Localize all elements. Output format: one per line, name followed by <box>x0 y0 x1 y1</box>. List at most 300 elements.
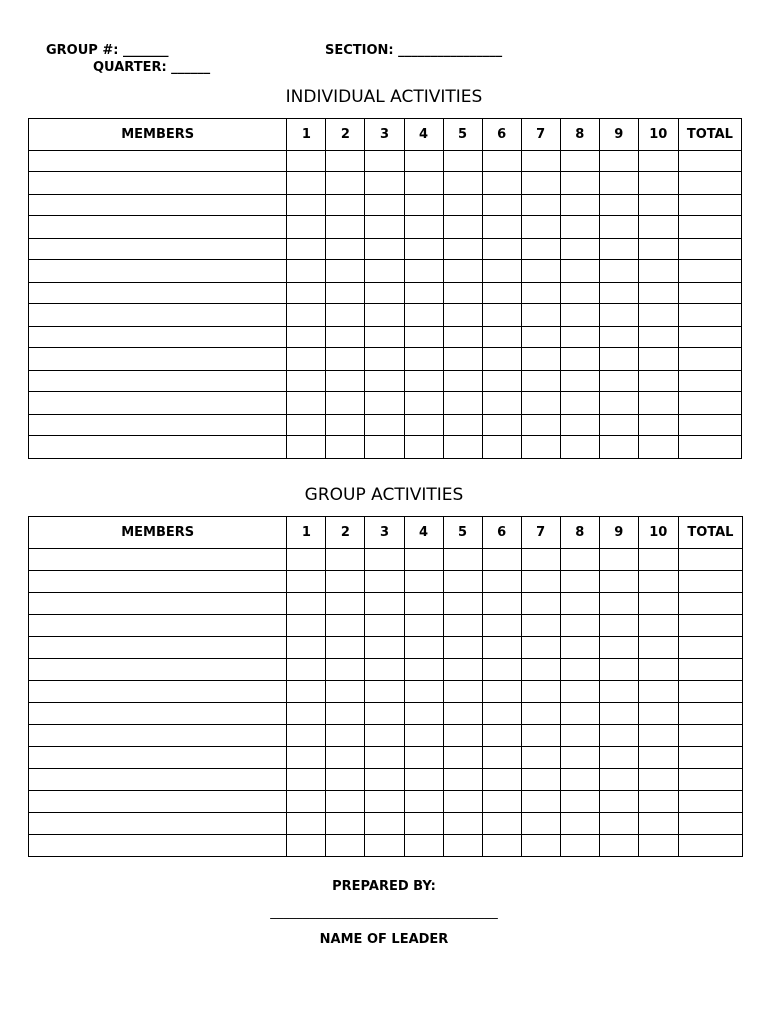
member-name-cell[interactable] <box>29 769 287 791</box>
score-cell[interactable] <box>326 725 365 747</box>
score-cell[interactable] <box>287 348 326 371</box>
score-cell[interactable] <box>521 813 560 835</box>
score-cell[interactable] <box>287 260 326 283</box>
score-cell[interactable] <box>560 549 599 571</box>
score-cell[interactable] <box>560 725 599 747</box>
score-cell[interactable] <box>287 637 326 659</box>
score-cell[interactable] <box>287 725 326 747</box>
score-cell[interactable] <box>560 327 599 348</box>
score-cell[interactable] <box>326 615 365 637</box>
score-cell[interactable] <box>482 195 521 216</box>
score-cell[interactable] <box>365 725 404 747</box>
score-cell[interactable] <box>404 260 443 283</box>
score-cell[interactable] <box>326 436 365 459</box>
score-cell[interactable] <box>365 747 404 769</box>
score-cell[interactable] <box>365 348 404 371</box>
score-cell[interactable] <box>638 348 678 371</box>
score-cell[interactable] <box>521 549 560 571</box>
score-cell[interactable] <box>287 239 326 260</box>
score-cell[interactable] <box>521 835 560 857</box>
member-name-cell[interactable] <box>29 327 287 348</box>
total-cell[interactable] <box>678 725 742 747</box>
score-cell[interactable] <box>482 151 521 172</box>
score-cell[interactable] <box>365 703 404 725</box>
score-cell[interactable] <box>404 835 443 857</box>
score-cell[interactable] <box>560 239 599 260</box>
score-cell[interactable] <box>638 747 678 769</box>
member-name-cell[interactable] <box>29 549 287 571</box>
score-cell[interactable] <box>482 725 521 747</box>
score-cell[interactable] <box>482 615 521 637</box>
total-cell[interactable] <box>678 195 741 216</box>
score-cell[interactable] <box>560 593 599 615</box>
member-name-cell[interactable] <box>29 436 287 459</box>
score-cell[interactable] <box>521 327 560 348</box>
score-cell[interactable] <box>482 703 521 725</box>
score-cell[interactable] <box>365 835 404 857</box>
score-cell[interactable] <box>599 703 638 725</box>
score-cell[interactable] <box>365 791 404 813</box>
score-cell[interactable] <box>599 549 638 571</box>
score-cell[interactable] <box>521 371 560 392</box>
score-cell[interactable] <box>326 348 365 371</box>
score-cell[interactable] <box>287 681 326 703</box>
score-cell[interactable] <box>560 195 599 216</box>
score-cell[interactable] <box>482 283 521 304</box>
score-cell[interactable] <box>365 659 404 681</box>
score-cell[interactable] <box>638 216 678 239</box>
score-cell[interactable] <box>287 615 326 637</box>
score-cell[interactable] <box>326 681 365 703</box>
score-cell[interactable] <box>326 659 365 681</box>
score-cell[interactable] <box>443 216 482 239</box>
total-cell[interactable] <box>678 392 741 415</box>
total-cell[interactable] <box>678 659 742 681</box>
total-cell[interactable] <box>678 703 742 725</box>
score-cell[interactable] <box>599 304 638 327</box>
score-cell[interactable] <box>482 172 521 195</box>
score-cell[interactable] <box>365 549 404 571</box>
score-cell[interactable] <box>482 348 521 371</box>
score-cell[interactable] <box>404 593 443 615</box>
score-cell[interactable] <box>443 327 482 348</box>
score-cell[interactable] <box>365 436 404 459</box>
score-cell[interactable] <box>404 239 443 260</box>
score-cell[interactable] <box>287 392 326 415</box>
score-cell[interactable] <box>443 659 482 681</box>
score-cell[interactable] <box>521 769 560 791</box>
member-name-cell[interactable] <box>29 371 287 392</box>
score-cell[interactable] <box>560 769 599 791</box>
score-cell[interactable] <box>638 304 678 327</box>
score-cell[interactable] <box>638 172 678 195</box>
score-cell[interactable] <box>326 392 365 415</box>
score-cell[interactable] <box>404 681 443 703</box>
score-cell[interactable] <box>638 681 678 703</box>
score-cell[interactable] <box>599 571 638 593</box>
score-cell[interactable] <box>365 304 404 327</box>
score-cell[interactable] <box>443 791 482 813</box>
total-cell[interactable] <box>678 239 741 260</box>
score-cell[interactable] <box>443 304 482 327</box>
score-cell[interactable] <box>560 747 599 769</box>
score-cell[interactable] <box>638 436 678 459</box>
score-cell[interactable] <box>521 593 560 615</box>
score-cell[interactable] <box>443 415 482 436</box>
score-cell[interactable] <box>638 549 678 571</box>
score-cell[interactable] <box>443 549 482 571</box>
score-cell[interactable] <box>287 436 326 459</box>
score-cell[interactable] <box>482 681 521 703</box>
score-cell[interactable] <box>287 791 326 813</box>
score-cell[interactable] <box>521 304 560 327</box>
score-cell[interactable] <box>326 371 365 392</box>
score-cell[interactable] <box>443 835 482 857</box>
member-name-cell[interactable] <box>29 813 287 835</box>
member-name-cell[interactable] <box>29 151 287 172</box>
score-cell[interactable] <box>638 791 678 813</box>
score-cell[interactable] <box>287 371 326 392</box>
score-cell[interactable] <box>287 769 326 791</box>
score-cell[interactable] <box>287 415 326 436</box>
score-cell[interactable] <box>443 436 482 459</box>
score-cell[interactable] <box>599 813 638 835</box>
score-cell[interactable] <box>404 769 443 791</box>
score-cell[interactable] <box>365 260 404 283</box>
score-cell[interactable] <box>599 681 638 703</box>
score-cell[interactable] <box>560 703 599 725</box>
score-cell[interactable] <box>482 239 521 260</box>
score-cell[interactable] <box>638 392 678 415</box>
score-cell[interactable] <box>560 392 599 415</box>
score-cell[interactable] <box>287 659 326 681</box>
score-cell[interactable] <box>365 327 404 348</box>
score-cell[interactable] <box>482 436 521 459</box>
score-cell[interactable] <box>365 769 404 791</box>
score-cell[interactable] <box>599 392 638 415</box>
total-cell[interactable] <box>678 348 741 371</box>
score-cell[interactable] <box>404 283 443 304</box>
score-cell[interactable] <box>638 659 678 681</box>
score-cell[interactable] <box>287 216 326 239</box>
score-cell[interactable] <box>365 392 404 415</box>
score-cell[interactable] <box>599 436 638 459</box>
score-cell[interactable] <box>404 549 443 571</box>
member-name-cell[interactable] <box>29 835 287 857</box>
score-cell[interactable] <box>326 835 365 857</box>
score-cell[interactable] <box>521 392 560 415</box>
score-cell[interactable] <box>287 327 326 348</box>
score-cell[interactable] <box>599 415 638 436</box>
score-cell[interactable] <box>287 151 326 172</box>
score-cell[interactable] <box>521 195 560 216</box>
score-cell[interactable] <box>560 415 599 436</box>
score-cell[interactable] <box>404 615 443 637</box>
score-cell[interactable] <box>521 659 560 681</box>
score-cell[interactable] <box>521 216 560 239</box>
score-cell[interactable] <box>365 172 404 195</box>
total-cell[interactable] <box>678 593 742 615</box>
member-name-cell[interactable] <box>29 637 287 659</box>
score-cell[interactable] <box>560 791 599 813</box>
score-cell[interactable] <box>404 659 443 681</box>
score-cell[interactable] <box>326 415 365 436</box>
score-cell[interactable] <box>365 415 404 436</box>
score-cell[interactable] <box>326 239 365 260</box>
score-cell[interactable] <box>443 392 482 415</box>
score-cell[interactable] <box>521 348 560 371</box>
score-cell[interactable] <box>482 835 521 857</box>
score-cell[interactable] <box>482 813 521 835</box>
member-name-cell[interactable] <box>29 304 287 327</box>
score-cell[interactable] <box>443 195 482 216</box>
score-cell[interactable] <box>482 304 521 327</box>
score-cell[interactable] <box>560 436 599 459</box>
score-cell[interactable] <box>326 283 365 304</box>
score-cell[interactable] <box>404 747 443 769</box>
score-cell[interactable] <box>599 151 638 172</box>
score-cell[interactable] <box>599 283 638 304</box>
score-cell[interactable] <box>638 151 678 172</box>
total-cell[interactable] <box>678 415 741 436</box>
score-cell[interactable] <box>326 813 365 835</box>
score-cell[interactable] <box>404 725 443 747</box>
score-cell[interactable] <box>521 637 560 659</box>
score-cell[interactable] <box>599 659 638 681</box>
score-cell[interactable] <box>443 593 482 615</box>
score-cell[interactable] <box>287 571 326 593</box>
score-cell[interactable] <box>404 172 443 195</box>
score-cell[interactable] <box>404 348 443 371</box>
score-cell[interactable] <box>404 813 443 835</box>
score-cell[interactable] <box>365 681 404 703</box>
score-cell[interactable] <box>326 637 365 659</box>
score-cell[interactable] <box>482 747 521 769</box>
score-cell[interactable] <box>365 371 404 392</box>
total-cell[interactable] <box>678 304 741 327</box>
total-cell[interactable] <box>678 835 742 857</box>
total-cell[interactable] <box>678 791 742 813</box>
score-cell[interactable] <box>599 769 638 791</box>
score-cell[interactable] <box>482 593 521 615</box>
score-cell[interactable] <box>560 260 599 283</box>
score-cell[interactable] <box>404 327 443 348</box>
score-cell[interactable] <box>287 747 326 769</box>
member-name-cell[interactable] <box>29 172 287 195</box>
score-cell[interactable] <box>482 216 521 239</box>
score-cell[interactable] <box>365 593 404 615</box>
score-cell[interactable] <box>326 260 365 283</box>
score-cell[interactable] <box>521 747 560 769</box>
score-cell[interactable] <box>404 703 443 725</box>
score-cell[interactable] <box>560 304 599 327</box>
score-cell[interactable] <box>287 703 326 725</box>
score-cell[interactable] <box>521 681 560 703</box>
member-name-cell[interactable] <box>29 615 287 637</box>
total-cell[interactable] <box>678 813 742 835</box>
member-name-cell[interactable] <box>29 703 287 725</box>
score-cell[interactable] <box>521 703 560 725</box>
score-cell[interactable] <box>599 593 638 615</box>
score-cell[interactable] <box>482 769 521 791</box>
score-cell[interactable] <box>599 791 638 813</box>
score-cell[interactable] <box>599 637 638 659</box>
member-name-cell[interactable] <box>29 283 287 304</box>
member-name-cell[interactable] <box>29 571 287 593</box>
score-cell[interactable] <box>638 637 678 659</box>
score-cell[interactable] <box>365 571 404 593</box>
score-cell[interactable] <box>638 593 678 615</box>
score-cell[interactable] <box>365 216 404 239</box>
score-cell[interactable] <box>638 769 678 791</box>
score-cell[interactable] <box>443 725 482 747</box>
score-cell[interactable] <box>443 813 482 835</box>
score-cell[interactable] <box>599 327 638 348</box>
score-cell[interactable] <box>443 637 482 659</box>
total-cell[interactable] <box>678 436 741 459</box>
score-cell[interactable] <box>638 725 678 747</box>
score-cell[interactable] <box>365 615 404 637</box>
score-cell[interactable] <box>443 348 482 371</box>
member-name-cell[interactable] <box>29 239 287 260</box>
score-cell[interactable] <box>638 327 678 348</box>
score-cell[interactable] <box>521 239 560 260</box>
score-cell[interactable] <box>599 216 638 239</box>
score-cell[interactable] <box>482 791 521 813</box>
score-cell[interactable] <box>560 835 599 857</box>
score-cell[interactable] <box>560 348 599 371</box>
score-cell[interactable] <box>482 549 521 571</box>
member-name-cell[interactable] <box>29 681 287 703</box>
score-cell[interactable] <box>599 195 638 216</box>
member-name-cell[interactable] <box>29 415 287 436</box>
score-cell[interactable] <box>521 283 560 304</box>
score-cell[interactable] <box>443 747 482 769</box>
score-cell[interactable] <box>599 747 638 769</box>
score-cell[interactable] <box>326 791 365 813</box>
member-name-cell[interactable] <box>29 348 287 371</box>
total-cell[interactable] <box>678 637 742 659</box>
score-cell[interactable] <box>326 304 365 327</box>
score-cell[interactable] <box>560 813 599 835</box>
score-cell[interactable] <box>326 216 365 239</box>
score-cell[interactable] <box>482 659 521 681</box>
score-cell[interactable] <box>443 769 482 791</box>
score-cell[interactable] <box>404 195 443 216</box>
score-cell[interactable] <box>638 195 678 216</box>
score-cell[interactable] <box>482 392 521 415</box>
score-cell[interactable] <box>326 593 365 615</box>
member-name-cell[interactable] <box>29 725 287 747</box>
member-name-cell[interactable] <box>29 195 287 216</box>
score-cell[interactable] <box>365 239 404 260</box>
score-cell[interactable] <box>443 172 482 195</box>
member-name-cell[interactable] <box>29 260 287 283</box>
score-cell[interactable] <box>287 283 326 304</box>
member-name-cell[interactable] <box>29 659 287 681</box>
score-cell[interactable] <box>443 239 482 260</box>
score-cell[interactable] <box>404 791 443 813</box>
score-cell[interactable] <box>443 260 482 283</box>
score-cell[interactable] <box>404 436 443 459</box>
member-name-cell[interactable] <box>29 791 287 813</box>
score-cell[interactable] <box>521 791 560 813</box>
score-cell[interactable] <box>326 327 365 348</box>
score-cell[interactable] <box>443 151 482 172</box>
score-cell[interactable] <box>404 304 443 327</box>
score-cell[interactable] <box>404 637 443 659</box>
score-cell[interactable] <box>638 260 678 283</box>
score-cell[interactable] <box>443 283 482 304</box>
score-cell[interactable] <box>638 703 678 725</box>
score-cell[interactable] <box>365 195 404 216</box>
member-name-cell[interactable] <box>29 747 287 769</box>
score-cell[interactable] <box>287 813 326 835</box>
total-cell[interactable] <box>678 747 742 769</box>
score-cell[interactable] <box>404 392 443 415</box>
total-cell[interactable] <box>678 681 742 703</box>
score-cell[interactable] <box>521 615 560 637</box>
score-cell[interactable] <box>521 260 560 283</box>
score-cell[interactable] <box>404 571 443 593</box>
score-cell[interactable] <box>560 571 599 593</box>
score-cell[interactable] <box>404 216 443 239</box>
score-cell[interactable] <box>521 151 560 172</box>
score-cell[interactable] <box>521 571 560 593</box>
score-cell[interactable] <box>482 260 521 283</box>
score-cell[interactable] <box>326 571 365 593</box>
score-cell[interactable] <box>443 681 482 703</box>
score-cell[interactable] <box>482 371 521 392</box>
total-cell[interactable] <box>678 615 742 637</box>
total-cell[interactable] <box>678 283 741 304</box>
score-cell[interactable] <box>287 172 326 195</box>
score-cell[interactable] <box>521 172 560 195</box>
score-cell[interactable] <box>287 593 326 615</box>
score-cell[interactable] <box>287 304 326 327</box>
score-cell[interactable] <box>599 239 638 260</box>
score-cell[interactable] <box>599 348 638 371</box>
member-name-cell[interactable] <box>29 593 287 615</box>
score-cell[interactable] <box>638 239 678 260</box>
score-cell[interactable] <box>482 327 521 348</box>
total-cell[interactable] <box>678 371 741 392</box>
score-cell[interactable] <box>638 813 678 835</box>
score-cell[interactable] <box>443 703 482 725</box>
score-cell[interactable] <box>599 172 638 195</box>
score-cell[interactable] <box>638 415 678 436</box>
score-cell[interactable] <box>287 195 326 216</box>
score-cell[interactable] <box>287 835 326 857</box>
score-cell[interactable] <box>560 216 599 239</box>
total-cell[interactable] <box>678 327 741 348</box>
score-cell[interactable] <box>482 415 521 436</box>
score-cell[interactable] <box>326 747 365 769</box>
score-cell[interactable] <box>443 615 482 637</box>
score-cell[interactable] <box>365 283 404 304</box>
score-cell[interactable] <box>599 260 638 283</box>
score-cell[interactable] <box>326 549 365 571</box>
score-cell[interactable] <box>521 725 560 747</box>
total-cell[interactable] <box>678 260 741 283</box>
score-cell[interactable] <box>326 703 365 725</box>
score-cell[interactable] <box>443 571 482 593</box>
total-cell[interactable] <box>678 769 742 791</box>
score-cell[interactable] <box>560 283 599 304</box>
score-cell[interactable] <box>404 415 443 436</box>
score-cell[interactable] <box>638 615 678 637</box>
member-name-cell[interactable] <box>29 216 287 239</box>
